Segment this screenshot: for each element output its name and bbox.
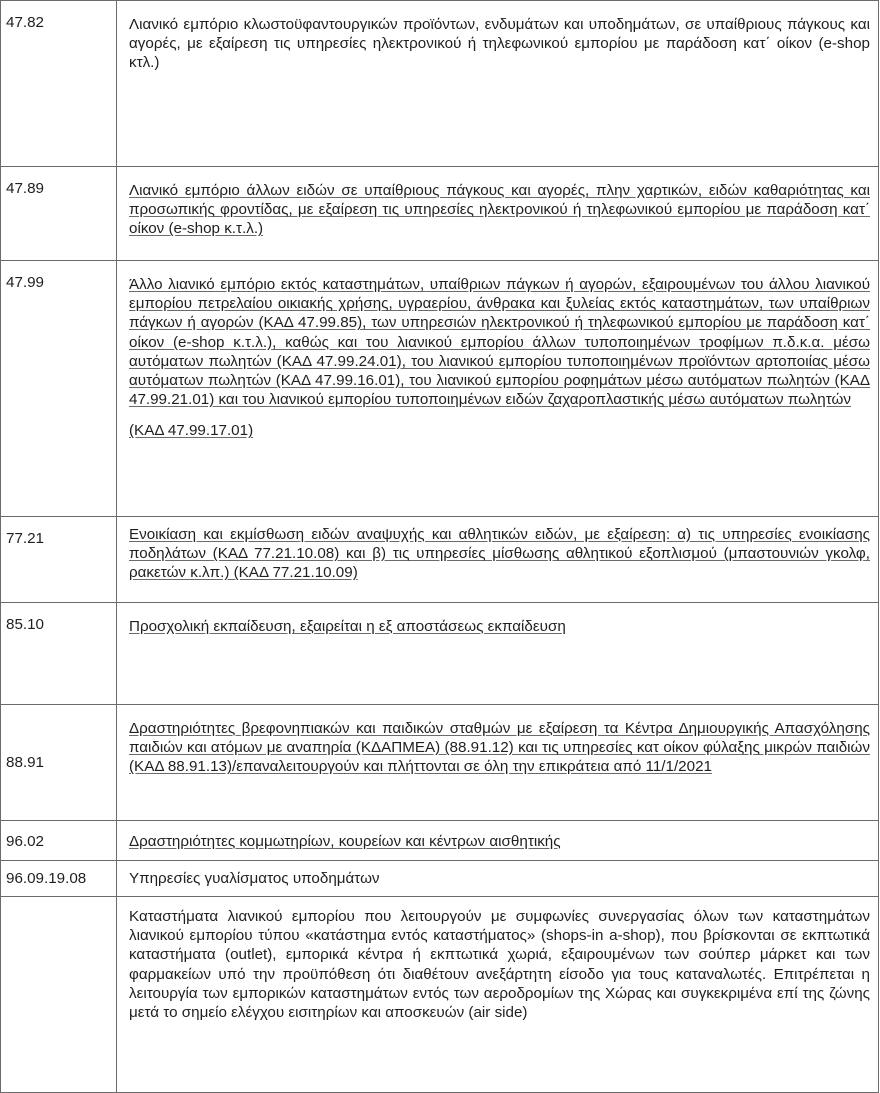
activity-description: Λιανικό εμπόριο κλωστοϋφαντουργικών προϊόντων, ενδυμάτων και υποδημάτων, σε υπαίθριους πάγκους και αγορές, με εξαίρεση τις υπηρεσίες ηλεκτρονικού ή τηλεφωνικού εμπορίου με παράδοση κατ΄ οίκον (e-shop κτλ.) [117, 1, 879, 167]
table-row [1, 167, 879, 261]
table-row [1, 603, 879, 705]
table-row [1, 517, 879, 603]
activity-description-continuation: (ΚΑΔ 47.99.17.01) [129, 422, 254, 440]
activity-description: Άλλο λιανικό εμπόριο εκτός καταστημάτων, υπαίθριων πάγκων ή αγορών, εξαιρουμένων του άλλου λιανικού εμπορίου πετρελαίου οικιακής χρήσης, υγραερίου, άνθρακα και ξυλείας εκτός καταστημάτων, των υπαίθριων πάγκων ή αγορών (ΚΑΔ 47.99.85), των υπηρεσιών ηλεκτρονικού ή τηλεφωνικού εμπορίου με παράδοση κατ΄ οίκον (e-shop κ.τ.λ.), καθώς και του λιανικού εμπορίου άλλων τυποποιημένων τροφίμων π.δ.κ.α. μέσω αυτόματων πωλητών (ΚΑΔ 47.99.24.01), του λιανικού εμπορίου τυποποιημένων προϊόντων αρτοποιίας μέσω αυτόματων πωλητών (ΚΑΔ 47.99.16.01), του λιανικού εμπορίου ροφημάτων μέσω αυτόματων πωλητών (ΚΑΔ 47.99.21.01) και του λιανικού εμπορίου τυποποιημένων ειδών ζαχαροπλαστικής μέσω αυτόματων πωλητών [129, 276, 870, 409]
activity-code: 96.02 [1, 821, 117, 861]
activity-code: 77.21 [1, 517, 117, 603]
table-row [1, 897, 879, 1093]
activity-code: 47.89 [1, 167, 117, 261]
table-row [1, 1, 879, 167]
activity-description: Ενοικίαση και εκμίσθωση ειδών αναψυχής και αθλητικών ειδών, με εξαίρεση: α) τις υπηρεσίες ενοικίασης ποδηλάτων (ΚΑΔ 77.21.10.08) και β) τις υπηρεσίες μίσθωσης αθλητικού εξοπλισμού (μπαστουνιών γκολφ, ρακετών κ.λπ.) (ΚΑΔ 77.21.10.09) [129, 526, 870, 582]
activity-code: 88.91 [1, 705, 117, 821]
activity-code: 85.10 [1, 603, 117, 705]
activity-code: 47.99 [1, 261, 117, 517]
activity-description: Προσχολική εκπαίδευση, εξαιρείται η εξ αποστάσεως εκπαίδευση [129, 618, 566, 635]
table-row [1, 705, 879, 821]
activity-code: 47.82 [1, 1, 117, 167]
activity-description: Δραστηριότητες βρεφονηπιακών και παιδικών σταθμών με εξαίρεση τα Κέντρα Δημιουργικής Απασχόλησης παιδιών και ατόμων με αναπηρία (ΚΔΑΠΜΕΑ) (88.91.12) και τις υπηρεσίες κατ οίκον φύλαξης μικρών παιδιών (ΚΑΔ 88.91.13)/επαναλειτουργούν και πλήττονται σε όλη την επικράτεια από 11/1/2021 [129, 720, 870, 776]
activity-description: Υπηρεσίες γυαλίσματος υποδημάτων [117, 861, 879, 897]
activity-code [1, 897, 117, 1093]
activity-description: Λιανικό εμπόριο άλλων ειδών σε υπαίθριους πάγκους και αγορές, πλην χαρτικών, ειδών καθαριότητας και προσωπικής φροντίδας, με εξαίρεση τις υπηρεσίες ηλεκτρονικού ή τηλεφωνικού εμπορίου με παράδοση κατ΄ οίκον (e-shop κ.τ.λ.) [129, 182, 870, 238]
activity-description: Δραστηριότητες κομμωτηρίων, κουρείων και κέντρων αισθητικής [129, 833, 561, 850]
table-row [1, 821, 879, 861]
table-row [1, 861, 879, 897]
table-row [1, 261, 879, 517]
activity-description: Καταστήματα λιανικού εμπορίου που λειτουργούν με συμφωνίες συνεργασίας όλων των καταστημάτων λιανικού εμπορίου τύπου «κατάστημα εντός καταστήματος» (shops-in a-shop), που βρίσκονται σε εκπτωτικά καταστήματα (outlet), εμπορικά κέντρα ή εκπτωτικά χωριά, εξαιρουμένων των σούπερ μάρκετ και των φαρμακείων υπό την προϋπόθεση ότι διαθέτουν ανεξάρτητη είσοδο για τους καταναλωτές. Επιτρέπεται η λειτουργία των εμπορικών καταστημάτων εντός των αεροδρομίων της Χώρας και συγκεκριμένα επί της ζώνης μετά το σημείο ελέγχου εισιτηρίων και αποσκευών (air side) [117, 897, 879, 1093]
activity-code: 96.09.19.08 [1, 861, 117, 897]
